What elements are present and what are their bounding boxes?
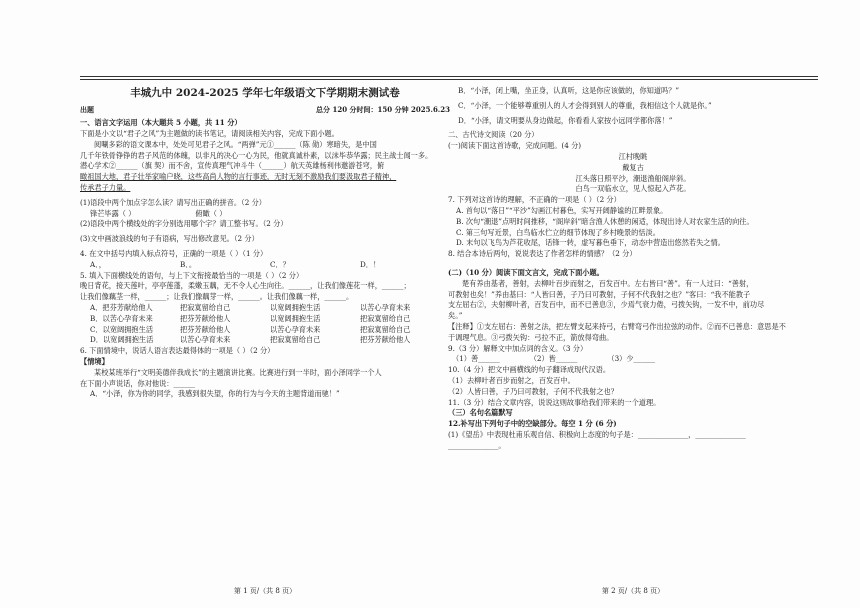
option-cell: 以苦心孕育未来 <box>180 335 231 345</box>
question-6-option-a[interactable]: A．“小泽，你为你的同学，我感到很失望，你的行为与今天的主题背道而驰！” <box>90 389 340 399</box>
question-5-text: 晚日背花，接天莲叶，亭亭莲蓬，柔嫩玉藕，无不令人心生向往。______，让我们像莲花一样，______； <box>80 281 411 291</box>
pinyin-blank-1[interactable]: 锋芒毕露（ ） <box>90 208 136 218</box>
option-cell: B．以苦心孕育未来 <box>90 313 153 323</box>
question-1: (1)语段中两个加点字怎么读？请写出正确的拼音。（2 分） <box>80 197 266 207</box>
option-cell: 把芬芳献给他人 <box>180 324 231 334</box>
question-7: 7. 下列对这首诗的理解，不正确的一项是（ ）（2 分） <box>448 195 621 205</box>
option-cell: A．把芬芳献给他人 <box>90 303 153 312</box>
option-cell: 把寂寞留给自己 <box>360 324 411 334</box>
question-10: 10.（4 分）把文中画横线的句子翻译成现代汉语。 <box>448 365 611 375</box>
blank[interactable]: （1）善______ <box>452 354 500 364</box>
question-6-option-d[interactable]: D．“小泽，请文明要从身边做起，你看看人家按小远同学都你落！” <box>458 115 673 125</box>
exam-page-left <box>80 76 450 596</box>
section-2-heading: 二、古代诗文阅读（20 分） <box>448 130 539 140</box>
meta-score-time: 总分 120 分时间：150 分钟 2025.6.23 <box>316 104 450 114</box>
passage-line: 传承君子力量。 <box>80 183 131 193</box>
question-11: 11.（3 分）结合文章内容，说说这则故事给我们带来的一个道理。 <box>448 397 661 407</box>
question-6-context: 某校某班举行“文明美德伴我成长”的主题演讲比赛。比赛进行到一半时，面小泽同学一个人 <box>94 367 382 377</box>
question-1-answers <box>80 209 450 220</box>
classical-text-line: 支左屈右②，夫射柳叶者，百发百中，而不已善息③，少焉气衰力倦，弓拨矢钩，一发不中，前功尽 <box>448 300 765 310</box>
question-6-tag: 【情境】 <box>80 356 109 366</box>
question-5-text: 让我们像藕茎一样，______；让我们像藕芽一样，______。让我们像藕一样，______。 <box>80 292 354 302</box>
blank[interactable]: （2）皆______ <box>529 354 578 364</box>
section-3-heading: （三）名句名篇默写 <box>448 408 513 418</box>
passage-line: 瞰祖国大地，君子壮举家喻户晓，这些高尚人物的言行事迹，无时无刻不激励我们要汲取君子精神， <box>80 172 397 182</box>
exam-title: 丰城九中 2024-2025 学年七年级语文下学期期末测试卷 <box>130 87 400 99</box>
question-5: 5. 填入下面横线处的语句，与上下文衔接最恰当的一项是（ ）（2 分） <box>80 270 304 280</box>
option-c[interactable]: C．？ <box>270 259 290 269</box>
classical-text-line: 矣。” <box>448 311 463 321</box>
question-5-option-a[interactable] <box>80 303 450 314</box>
question-5-option-c[interactable] <box>80 325 450 336</box>
question-6-context: 在下面小声说话，你对他说：______ <box>80 378 196 388</box>
option-cell: 把芬芳献给他人 <box>360 335 411 345</box>
question-2: (2)语段中两个横线处的字分别选用哪个字？请工整书写。（2 分） <box>80 219 288 229</box>
question-7-option-a[interactable]: A. 首句以“落日”“平沙”勾画江村暮色，实写开阔静谧的江畔景象。 <box>456 205 668 215</box>
header-rule <box>80 76 450 80</box>
section-2b-heading: (二)（10 分）阅读下面文言文，完成下面小题。 <box>448 267 604 277</box>
question-9: 9.（3 分）解释文中加点词的含义。（3 分） <box>448 343 588 353</box>
option-cell: 把芬芳献给他人 <box>180 313 231 323</box>
annotation: 于调理气息。③弓拨矢钩：弓拉不正，箭放得弯曲。 <box>448 332 614 342</box>
header-rule <box>448 76 818 80</box>
question-8: 8. 结合本诗后两句，说说表达了作者怎样的情感？（2 分） <box>448 249 637 259</box>
poem-line: 白鸟一双临水立，见人惊起入芦花。 <box>575 184 691 194</box>
passage-line: 阅唰多彩的语文课本中，处处可见君子之风。“两弹”元①______（陈 勋）寒暗失，是中国 <box>94 139 377 149</box>
question-6-option-c[interactable]: C．“小泽，一个能够尊重别人的人才会得到别人的尊重，我相信这个人就是你。” <box>458 100 712 110</box>
option-cell: 以宽阔拥抱生活 <box>270 313 321 323</box>
section-1-intro: 下面是小文以“君子之风”为主题做的读书笔记，请阅读相关内容，完成下面小题。 <box>80 129 339 139</box>
meta-author: 出题 <box>80 104 94 114</box>
option-cell: 以苦心孕育未来 <box>360 303 411 312</box>
option-a[interactable]: A．， <box>90 259 106 269</box>
option-b[interactable]: B．。 <box>180 259 197 269</box>
question-12-part-1-cont[interactable]: ______________。 <box>448 440 506 450</box>
question-5-option-b[interactable] <box>80 314 450 325</box>
question-7-option-d[interactable]: D. 末句以飞鸟为芦花收尾，话锋一转，虚写暮色垂下，动态中营造出悠然若失之情。 <box>456 238 725 248</box>
question-10-part-2: （2）人皆曰善，子乃曰可教射，子何不代我射之也？ <box>448 386 618 396</box>
option-cell: 把寂寞留给自己 <box>270 335 321 345</box>
page-number: 第 1 页/（共 8 页） <box>233 586 297 595</box>
page-number: 第 2 页/（共 8 页） <box>601 586 665 595</box>
question-6: 6. 下面情境中，说话人语言表达最得体的一项是（ ）（2 分） <box>80 346 275 356</box>
passage-line: 潜心学术②______（旗 契）而不舍，宣传真理气冲斗牛（______）航天英雄杨利伟邀游苍穹，俯 <box>80 161 385 171</box>
question-9-blanks <box>448 354 818 365</box>
poem-author: 戴复古 <box>622 162 644 172</box>
option-cell: C．以宽阔拥抱生活 <box>90 324 154 334</box>
poem-title: 江村晚眺 <box>618 151 648 161</box>
question-4-options <box>80 260 450 271</box>
question-7-option-c[interactable]: C. 第三句写近景，白鸟临水伫立的细节体现了乡村晚景的恬淡。 <box>456 227 660 237</box>
option-cell: 以苦心孕育未来 <box>270 324 321 334</box>
question-7-option-b[interactable]: B. 次句“潮退”点明时间推移，“阁岸斜”暗含渔人休憩的闲适，体现出诗人对农家生活的向往。 <box>456 216 754 226</box>
pinyin-blank-2[interactable]: 俯瞰（ ） <box>195 208 227 218</box>
option-d[interactable]: D．！ <box>360 259 381 269</box>
question-12: 12.补写出下列句子中的空缺部分。每空 1 分 (6 分) <box>448 419 617 429</box>
question-10-part-1: （1）去柳叶者百步而射之，百发百中。 <box>448 375 575 385</box>
classical-text-line: 可教射也矣！”养由基曰：“人皆曰善，子乃曰可教射，子何不代我射之也？”客曰：“我不能教子 <box>448 289 751 299</box>
passage-line: 几千年铁骨铮铮的君子风范的体魄，以非凡的决心一心为民，他就真诚朴素，以沫毕恭华露；民主战士闻一多。 <box>80 150 433 160</box>
exam-page-right <box>448 76 818 596</box>
option-cell: 把寂寞留给自己 <box>180 303 231 312</box>
question-6-option-b[interactable]: B．“小泽，闭上嘴，坐正身，认真听，这是你应该做的，你知道吗？” <box>458 86 680 95</box>
question-5-option-d[interactable] <box>80 335 450 346</box>
question-4: 4. 在文中括号内填入标点符号，正确的一项是（ ）（1 分） <box>80 249 268 259</box>
blank[interactable]: （3）少______ <box>607 354 656 364</box>
section-2a-heading: (一)阅读下面这首诗歌，完成问题。(4 分) <box>448 141 582 151</box>
exam-meta <box>80 105 450 116</box>
classical-text-line: 楚有养由基者，善射，去柳叶百步而射之，百发百中。左右皆曰“善”。有一人过曰：“善射， <box>462 278 754 288</box>
option-cell: 把寂寞留给自己 <box>360 313 411 323</box>
poem-line: 江头落日照平沙，潮退渔船阁岸斜。 <box>575 173 691 183</box>
question-12-part-1[interactable]: (1)《望岳》中表现杜甫乐观自信、积极向上态度的句子是：______________，______________ <box>448 429 746 439</box>
question-3: (3)文中画波浪线的句子有语病，写出修改意见。（2 分） <box>80 234 259 244</box>
annotation: 【注释】①支左屈右：善射之法，把左臂支起来持弓，右臂弯弓作出拉弦的动作。②而不已善息：意思是不 <box>448 321 786 331</box>
section-1-heading: 一、语言文字运用（本大题共 5 小题，共 11 分） <box>80 118 242 128</box>
option-cell: 以宽阔拥抱生活 <box>270 303 321 312</box>
option-cell: D．以宽阔拥抱生活 <box>90 335 154 345</box>
